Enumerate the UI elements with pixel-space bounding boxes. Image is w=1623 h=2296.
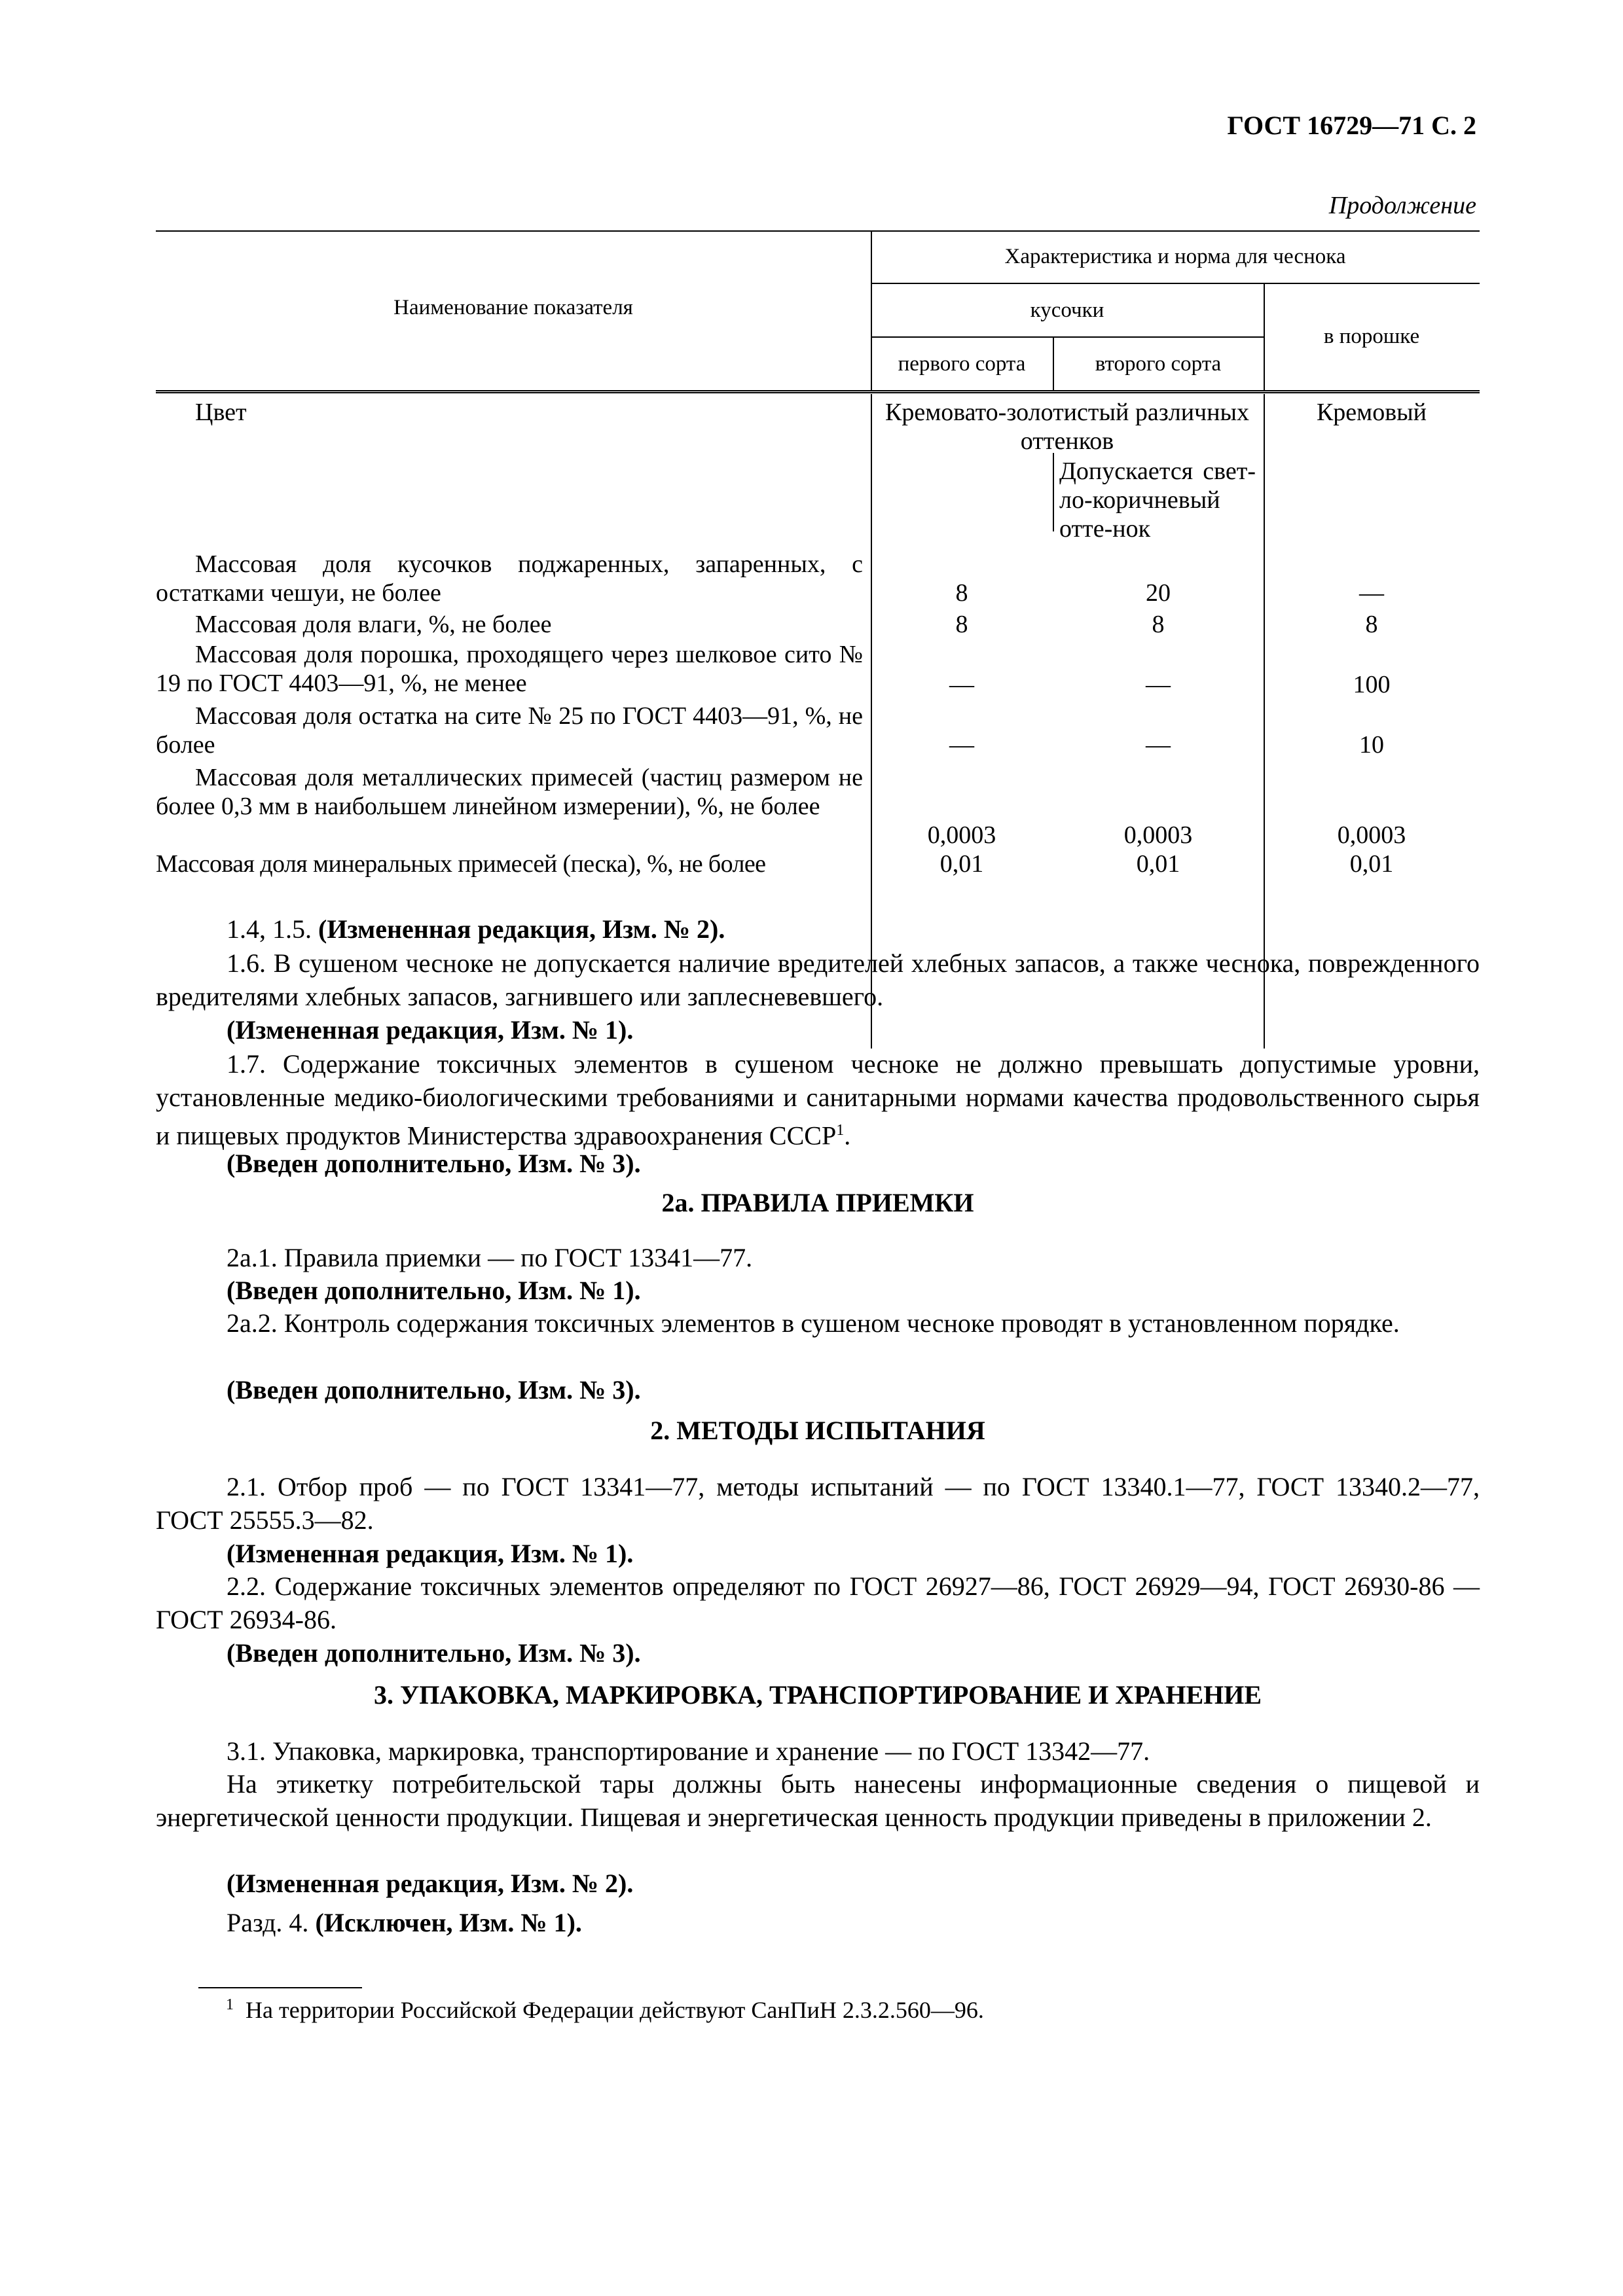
table-cell: 100 (1353, 671, 1391, 698)
table-cell: 8 (955, 579, 968, 607)
paragraph-text: Разд. 4. (227, 1908, 316, 1937)
table-cell: 8 (955, 611, 968, 638)
amendment-note: (Измененная редакция, Изм. № 2). (227, 1869, 634, 1898)
table-cell: 0,0003 (1337, 821, 1406, 849)
footnote (226, 1996, 984, 2024)
table-cell: 10 (1359, 731, 1384, 759)
paragraph (156, 912, 1480, 946)
table-cell: Допускается свет-ло-коричневый отте-нок (1059, 457, 1256, 543)
body-divider (1053, 453, 1054, 531)
footnote-ref: 1 (836, 1122, 845, 1139)
section-heading: 3. УПАКОВКА, МАРКИРОВКА, ТРАНСПОРТИРОВАНИЕ И ХРАНЕНИЕ (373, 1680, 1262, 1710)
amendment-note: (Введен дополнительно, Изм. № 3). (227, 1149, 641, 1178)
table-cell: 0,01 (1349, 850, 1394, 878)
col-header-first-grade: первого сорта (898, 352, 1026, 376)
paragraph: 2а.1. Правила приемки — по ГОСТ 13341—77. (227, 1243, 753, 1272)
paragraph: На этикетку потребительской тары должны быть нанесены информационные сведения о пищевой и энергетической ценности продукции. Пищевая и энергетическая ценность продукции приведены в приложении 2. (156, 1769, 1480, 1832)
footnote-text: На территории Российской Федерации действуют СанПиН 2.3.2.560—96. (246, 1997, 984, 2023)
header-divider (871, 336, 1264, 338)
paragraph-end: . (844, 1121, 851, 1151)
table-top-rule (156, 230, 1480, 232)
table-cell: 8 (1152, 611, 1165, 638)
col-header-second-grade: второго сорта (1095, 352, 1222, 376)
table-row-label: Массовая доля остатка на сите № 25 по ГОСТ 4403—91, %, не более (156, 702, 863, 759)
table-cell: 0,01 (1136, 850, 1180, 878)
table-cell: Кремовый (1316, 399, 1427, 426)
amendment-note: (Измененная редакция, Изм. № 2). (318, 914, 725, 944)
page-header: ГОСТ 16729—71 С. 2 (1227, 111, 1476, 140)
paragraph-text: 1.4, 1.5. (227, 914, 318, 944)
col-header-group: Характеристика и норма для чеснока (1004, 245, 1346, 268)
amendment-note: (Исключен, Изм. № 1). (315, 1908, 582, 1937)
footnote-rule (198, 1987, 362, 1988)
amendment-note: (Измененная редакция, Изм. № 1). (227, 1539, 634, 1568)
paragraph: 2а.2. Контроль содержания токсичных элементов в сушеном чесноке проводят в установленном порядке. (227, 1308, 1400, 1338)
paragraph: 3.1. Упаковка, маркировка, транспортирование и хранение — по ГОСТ 13342—77. (227, 1736, 1150, 1766)
col-header-pieces: кусочки (1030, 298, 1104, 322)
table-cell: — (1146, 671, 1171, 698)
col-header-name: Наименование показателя (393, 296, 633, 319)
table-row-label: Массовая доля влаги, %, не более (195, 611, 552, 638)
table-continuation-label: Продолжение (1328, 192, 1476, 219)
table-cell: 8 (1365, 611, 1378, 638)
table-row-label: Цвет (195, 399, 247, 426)
table-header-rule (156, 390, 1480, 395)
paragraph: 1.6. В сушеном чесноке не допускается наличие вредителей хлебных запасов, а также чеснока, поврежденного вредителями хлебных запасов, загнившего или заплесневевшего. (156, 948, 1480, 1011)
table-cell: — (949, 671, 974, 698)
section-heading: 2. МЕТОДЫ ИСПЫТАНИЯ (650, 1416, 985, 1445)
amendment-note: (Введен дополнительно, Изм. № 3). (227, 1638, 641, 1668)
paragraph (156, 1047, 1480, 1152)
paragraph: 2.1. Отбор проб — по ГОСТ 13341—77, методы испытаний — по ГОСТ 13340.1—77, ГОСТ 13340.2—77, ГОСТ 25555.3—82. (156, 1472, 1480, 1535)
paragraph (156, 1906, 1480, 1939)
table-cell: — (949, 731, 974, 759)
amendment-note: (Измененная редакция, Изм. № 1). (227, 1015, 634, 1045)
table-cell: 0,0003 (1123, 821, 1193, 849)
table-row-label: Массовая доля металлических примесей (частиц размером не более 0,3 мм в наибольшем линейном измерении), %, не более (156, 764, 863, 820)
table-cell: 0,0003 (927, 821, 996, 849)
header-divider (871, 283, 1480, 284)
table-cell: 20 (1146, 579, 1171, 607)
col-header-powder: в порошке (1323, 325, 1420, 348)
footnote-mark: 1 (226, 1996, 234, 2013)
table-row-label: Массовая доля минеральных примесей (песка), %, не более (156, 850, 766, 878)
paragraph-text: 1.7. Содержание токсичных элементов в сушеном чесноке не должно превышать допустимые уровни, установленные медико-биологическими требованиями и санитарными нормами качества продовольственного сырья и пищевых продуктов Министерства здравоохранения СССР (156, 1049, 1480, 1151)
table-row-label: Массовая доля кусочков поджаренных, запаренных, с остатками чешуи, не более (156, 550, 863, 607)
paragraph: 2.2. Содержание токсичных элементов определяют по ГОСТ 26927—86, ГОСТ 26929—94, ГОСТ 26930-86 — ГОСТ 26934-86. (156, 1571, 1480, 1634)
table-cell: — (1359, 579, 1384, 607)
table-row-label: Массовая доля порошка, проходящего через шелковое сито № 19 по ГОСТ 4403—91, %, не менее (156, 641, 863, 697)
amendment-note: (Введен дополнительно, Изм. № 1). (227, 1276, 641, 1305)
table-cell: — (1146, 731, 1171, 759)
section-heading: 2а. ПРАВИЛА ПРИЕМКИ (661, 1188, 974, 1217)
table-cell: 0,01 (939, 850, 984, 878)
amendment-note: (Введен дополнительно, Изм. № 3). (227, 1375, 641, 1405)
table-cell: Кремовато-золотистый различных оттенков (884, 399, 1250, 455)
